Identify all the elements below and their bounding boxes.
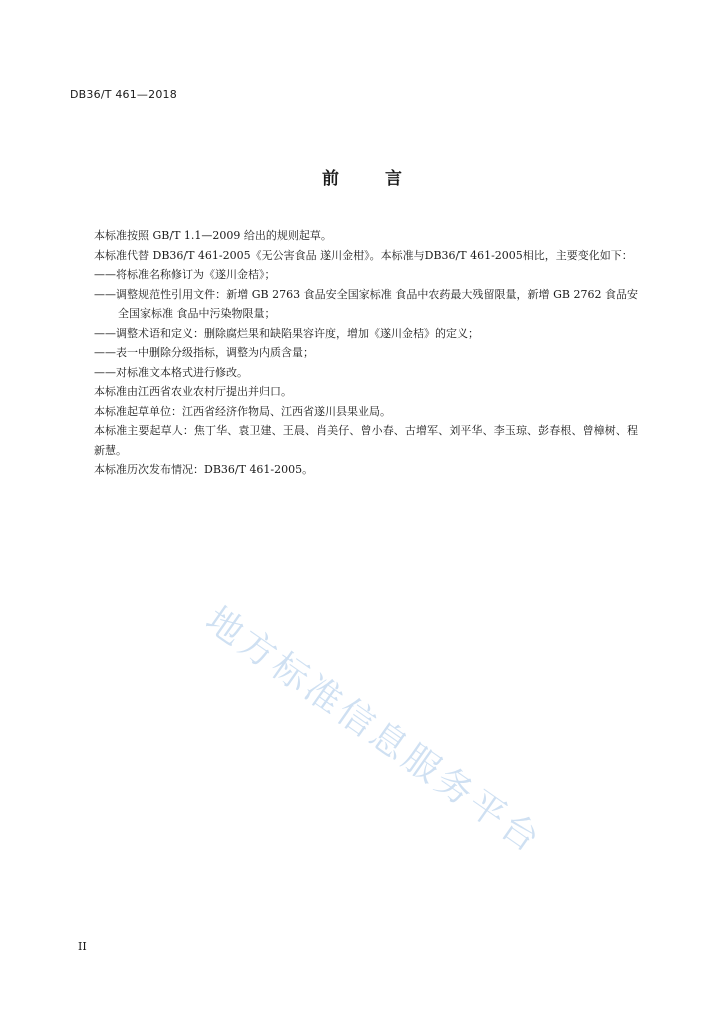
paragraph-drafting-units: 本标准起草单位：江西省经济作物局、江西省遂川县果业局。 xyxy=(94,404,391,418)
paragraph-replacement: 本标准代替 DB36/T 461-2005《无公害食品 遂川金柑》。本标准与DB36/T 461-2005相比，主要变化如下： xyxy=(94,248,633,262)
document-code: DB36/T 461—2018 xyxy=(70,88,177,101)
change-item-references: ——调整规范性引用文件：新增 GB 2763 食品安全国家标准 食品中农药最大残留限量，新增 GB 2762 食品安全国家标准 食品中污染物限量； xyxy=(94,287,638,320)
foreword-body xyxy=(70,226,638,480)
paragraph-proposer: 本标准由江西省农业农村厅提出并归口。 xyxy=(94,385,292,398)
page-number: II xyxy=(78,940,87,953)
change-item-terms: ——调整术语和定义：删除腐烂果和缺陷果容许度，增加《遂川金桔》的定义； xyxy=(94,326,479,340)
watermark: 地方标准信息服务平台 xyxy=(198,599,550,863)
section-title: 前 言 xyxy=(322,169,422,189)
paragraph-drafters: 本标准主要起草人：焦丁华、袁卫建、王晨、肖美仔、曾小春、古增军、刘平华、李玉琼、彭春根、曾樟树、程新慧。 xyxy=(94,424,638,457)
change-item-format: ——对标准文本格式进行修改。 xyxy=(94,365,248,379)
change-item-title: ——将标准名称修订为《遂川金桔》； xyxy=(94,268,276,281)
change-item-table: ——表一中删除分级指标，调整为内质含量； xyxy=(94,346,314,359)
paragraph-history: 本标准历次发布情况：DB36/T 461-2005。 xyxy=(94,463,314,476)
paragraph-drafting-rules: 本标准按照 GB/T 1.1—2009 给出的规则起草。 xyxy=(94,229,332,242)
